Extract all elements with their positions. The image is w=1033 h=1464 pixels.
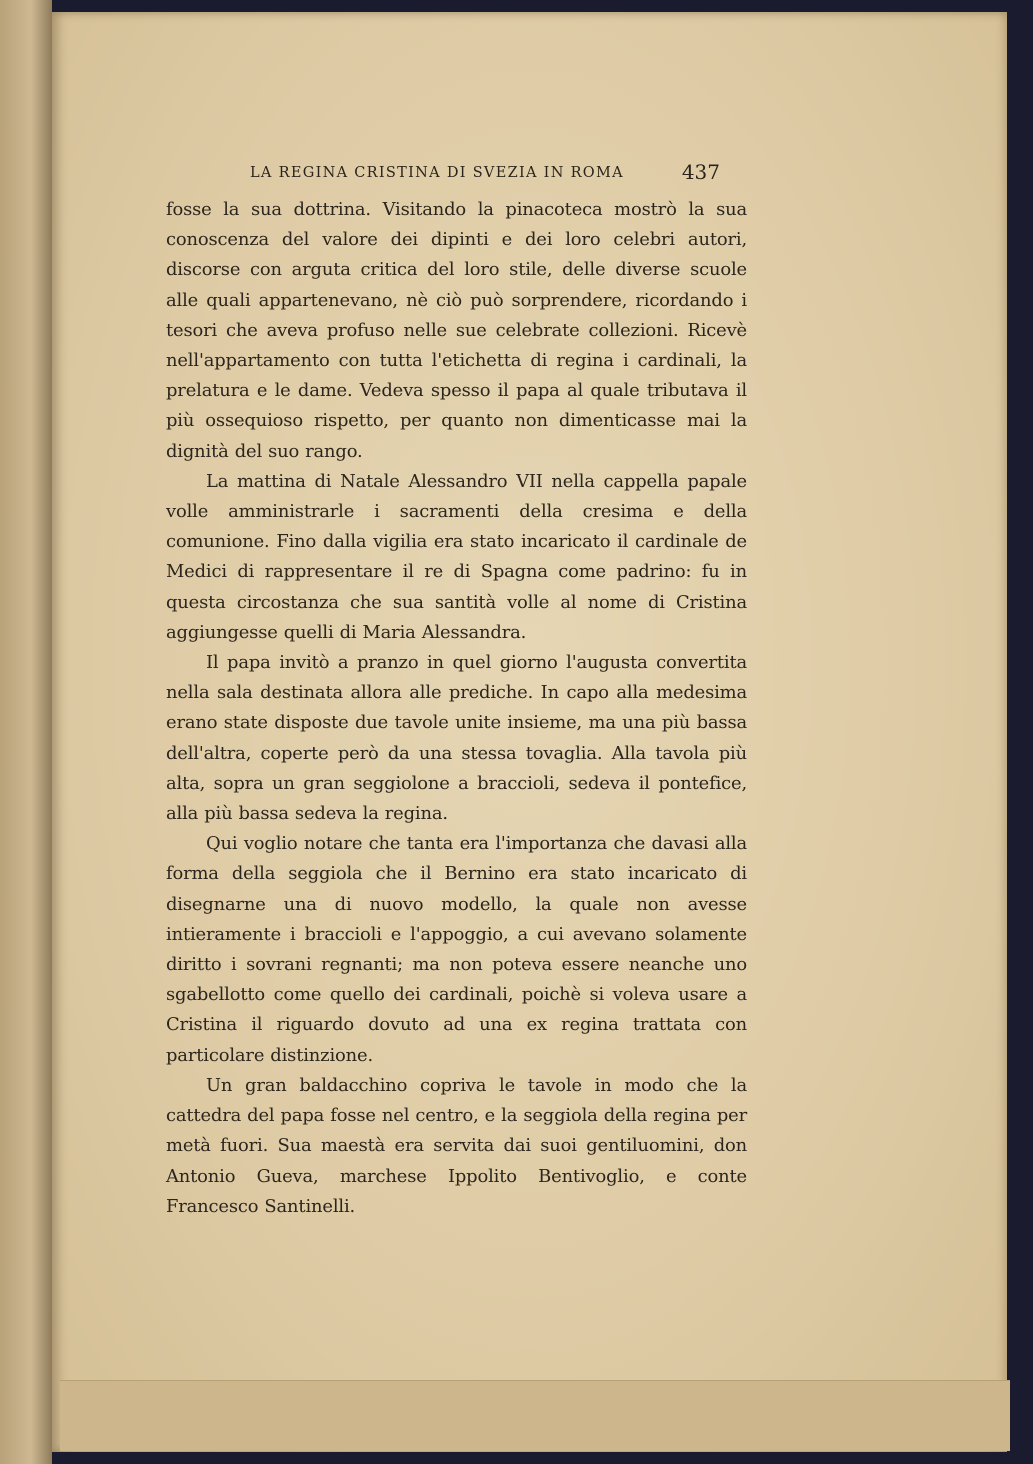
underlying-page-edge [60,1380,1010,1451]
page-number: 437 [681,160,720,184]
running-head [200,160,720,190]
body-text [166,195,747,1222]
paragraph: Un gran baldacchino copriva le tavole in modo che la cattedra del papa fosse nel centro, e la seggiola della regina per metà fuori. Sua maestà era servita dai suoi gentiluomini, don Antonio Gueva, marchese Ippolito Bentivoglio, e conte Francesco Santinelli. [166,1074,747,1217]
paragraph: fosse la sua dottrina. Visitando la pinacoteca mostrò la sua conoscenza del valore dei dipinti e dei loro celebri autori, discorse con arguta critica del loro stile, delle diverse scuole alle quali appartenevano, nè ciò può sorprendere, ricordando i tesori che aveva profuso nelle sue celebrate collezioni. Ricevè nell'appartamento con tutta l'etichetta di regina i cardinali, la prelatura e le dame. Vedeva spesso il papa al quale tributava il più ossequioso rispetto, per quanto non dimenticasse mai la dignità del suo rango. [166,199,747,462]
paragraph: La mattina di Natale Alessandro VII nella cappella papale volle amministrarle i sacramenti della cresima e della comunione. Fino dalla vigilia era stato incaricato il cardinale de Medici di rappresentare il re di Spagna come padrino: fu in questa circostanza che sua santità volle al nome di Cristina aggiungesse quelli di Maria Alessandra. [166,470,747,643]
left-page-edge [0,0,52,1464]
paragraph: Qui voglio notare che tanta era l'importanza che davasi alla forma della seggiola che il Bernino era stato incaricato di disegnarne una di nuovo modello, la quale non avesse intieramente i braccioli e l'appoggio, a cui avevano solamente diritto i sovrani regnanti; ma non poteva essere neanche uno sgabellotto come quello dei cardinali, poichè si voleva usare a Cristina il riguardo dovuto ad una ex regina trattata con particolare distinzione. [166,833,747,1066]
running-title: LA REGINA CRISTINA DI SVEZIA IN ROMA [250,165,624,181]
paragraph: Il papa invitò a pranzo in quel giorno l'augusta convertita nella sala destinata allora alle prediche. In capo alla medesima erano state disposte due tavole unite insieme, ma una più bassa dell'altra, coperte però da una stessa tovaglia. Alla tavola più alta, sopra un gran seggiolone a braccioli, sedeva il pontefice, alla più bassa sedeva la regina. [166,652,747,825]
